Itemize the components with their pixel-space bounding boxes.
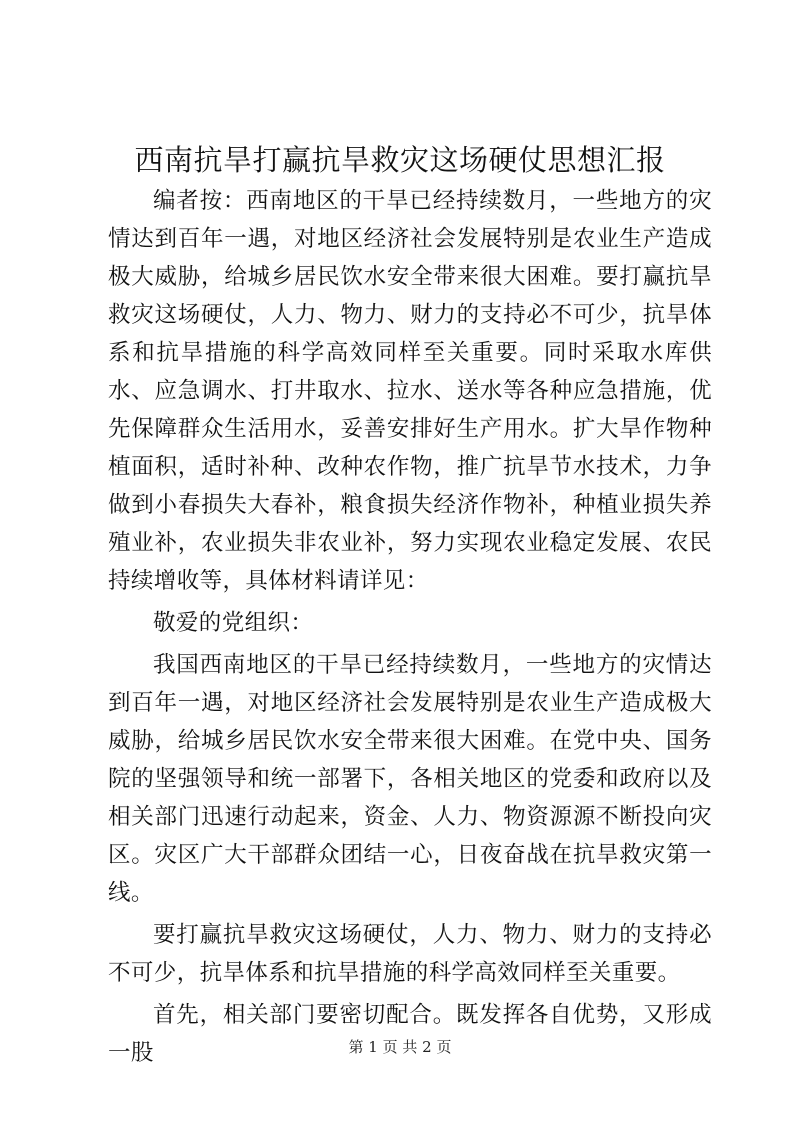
- body-paragraph: 我国西南地区的干旱已经持续数月，一些地方的灾情达到百年一遇，对地区经济社会发展特别是农业生产造成极大威胁，给城乡居民饮水安全带来很大困难。在党中央、国务院的坚强领导和统一部署下，各相关地区的党委和政府以及相关部门迅速行动起来，资金、人力、物资源源不断投向灾区。灾区广大干部群众团结一心，日夜奋战在抗旱救灾第一线。: [108, 652, 712, 906]
- salutation-paragraph: 敬爱的党组织：: [153, 610, 314, 636]
- body-paragraph: 要打赢抗旱救灾这场硬仗，人力、物力、财力的支持必不可少，抗旱体系和抗旱措施的科学高效同样至关重要。: [108, 922, 712, 986]
- body-paragraph: 首先，相关部门要密切配合。既发挥各自优势，又形成一股: [108, 1002, 712, 1066]
- page-number-footer: 第 1 页 共 2 页: [348, 1038, 452, 1056]
- editor-note-paragraph: 编者按：西南地区的干旱已经持续数月，一些地方的灾情达到百年一遇，对地区经济社会发展特别是农业生产造成极大威胁，给城乡居民饮水安全带来很大困难。要打赢抗旱救灾这场硬仗，人力、物力、财力的支持必不可少，抗旱体系和抗旱措施的科学高效同样至关重要。同时采取水库供水、应急调水、打井取水、拉水、送水等各种应急措施，优先保障群众生活用水，妥善安排好生产用水。扩大旱作物种植面积，适时补种、改种农作物，推广抗旱节水技术，力争做到小春损失大春补，粮食损失经济作物补，种植业损失养殖业补，农业损失非农业补，努力实现农业稳定发展、农民持续增收等，具体材料请详见：: [108, 188, 712, 594]
- document-body: [108, 182, 712, 1076]
- document-title: 西南抗旱打赢抗旱救灾这场硬仗思想汇报: [134, 143, 666, 177]
